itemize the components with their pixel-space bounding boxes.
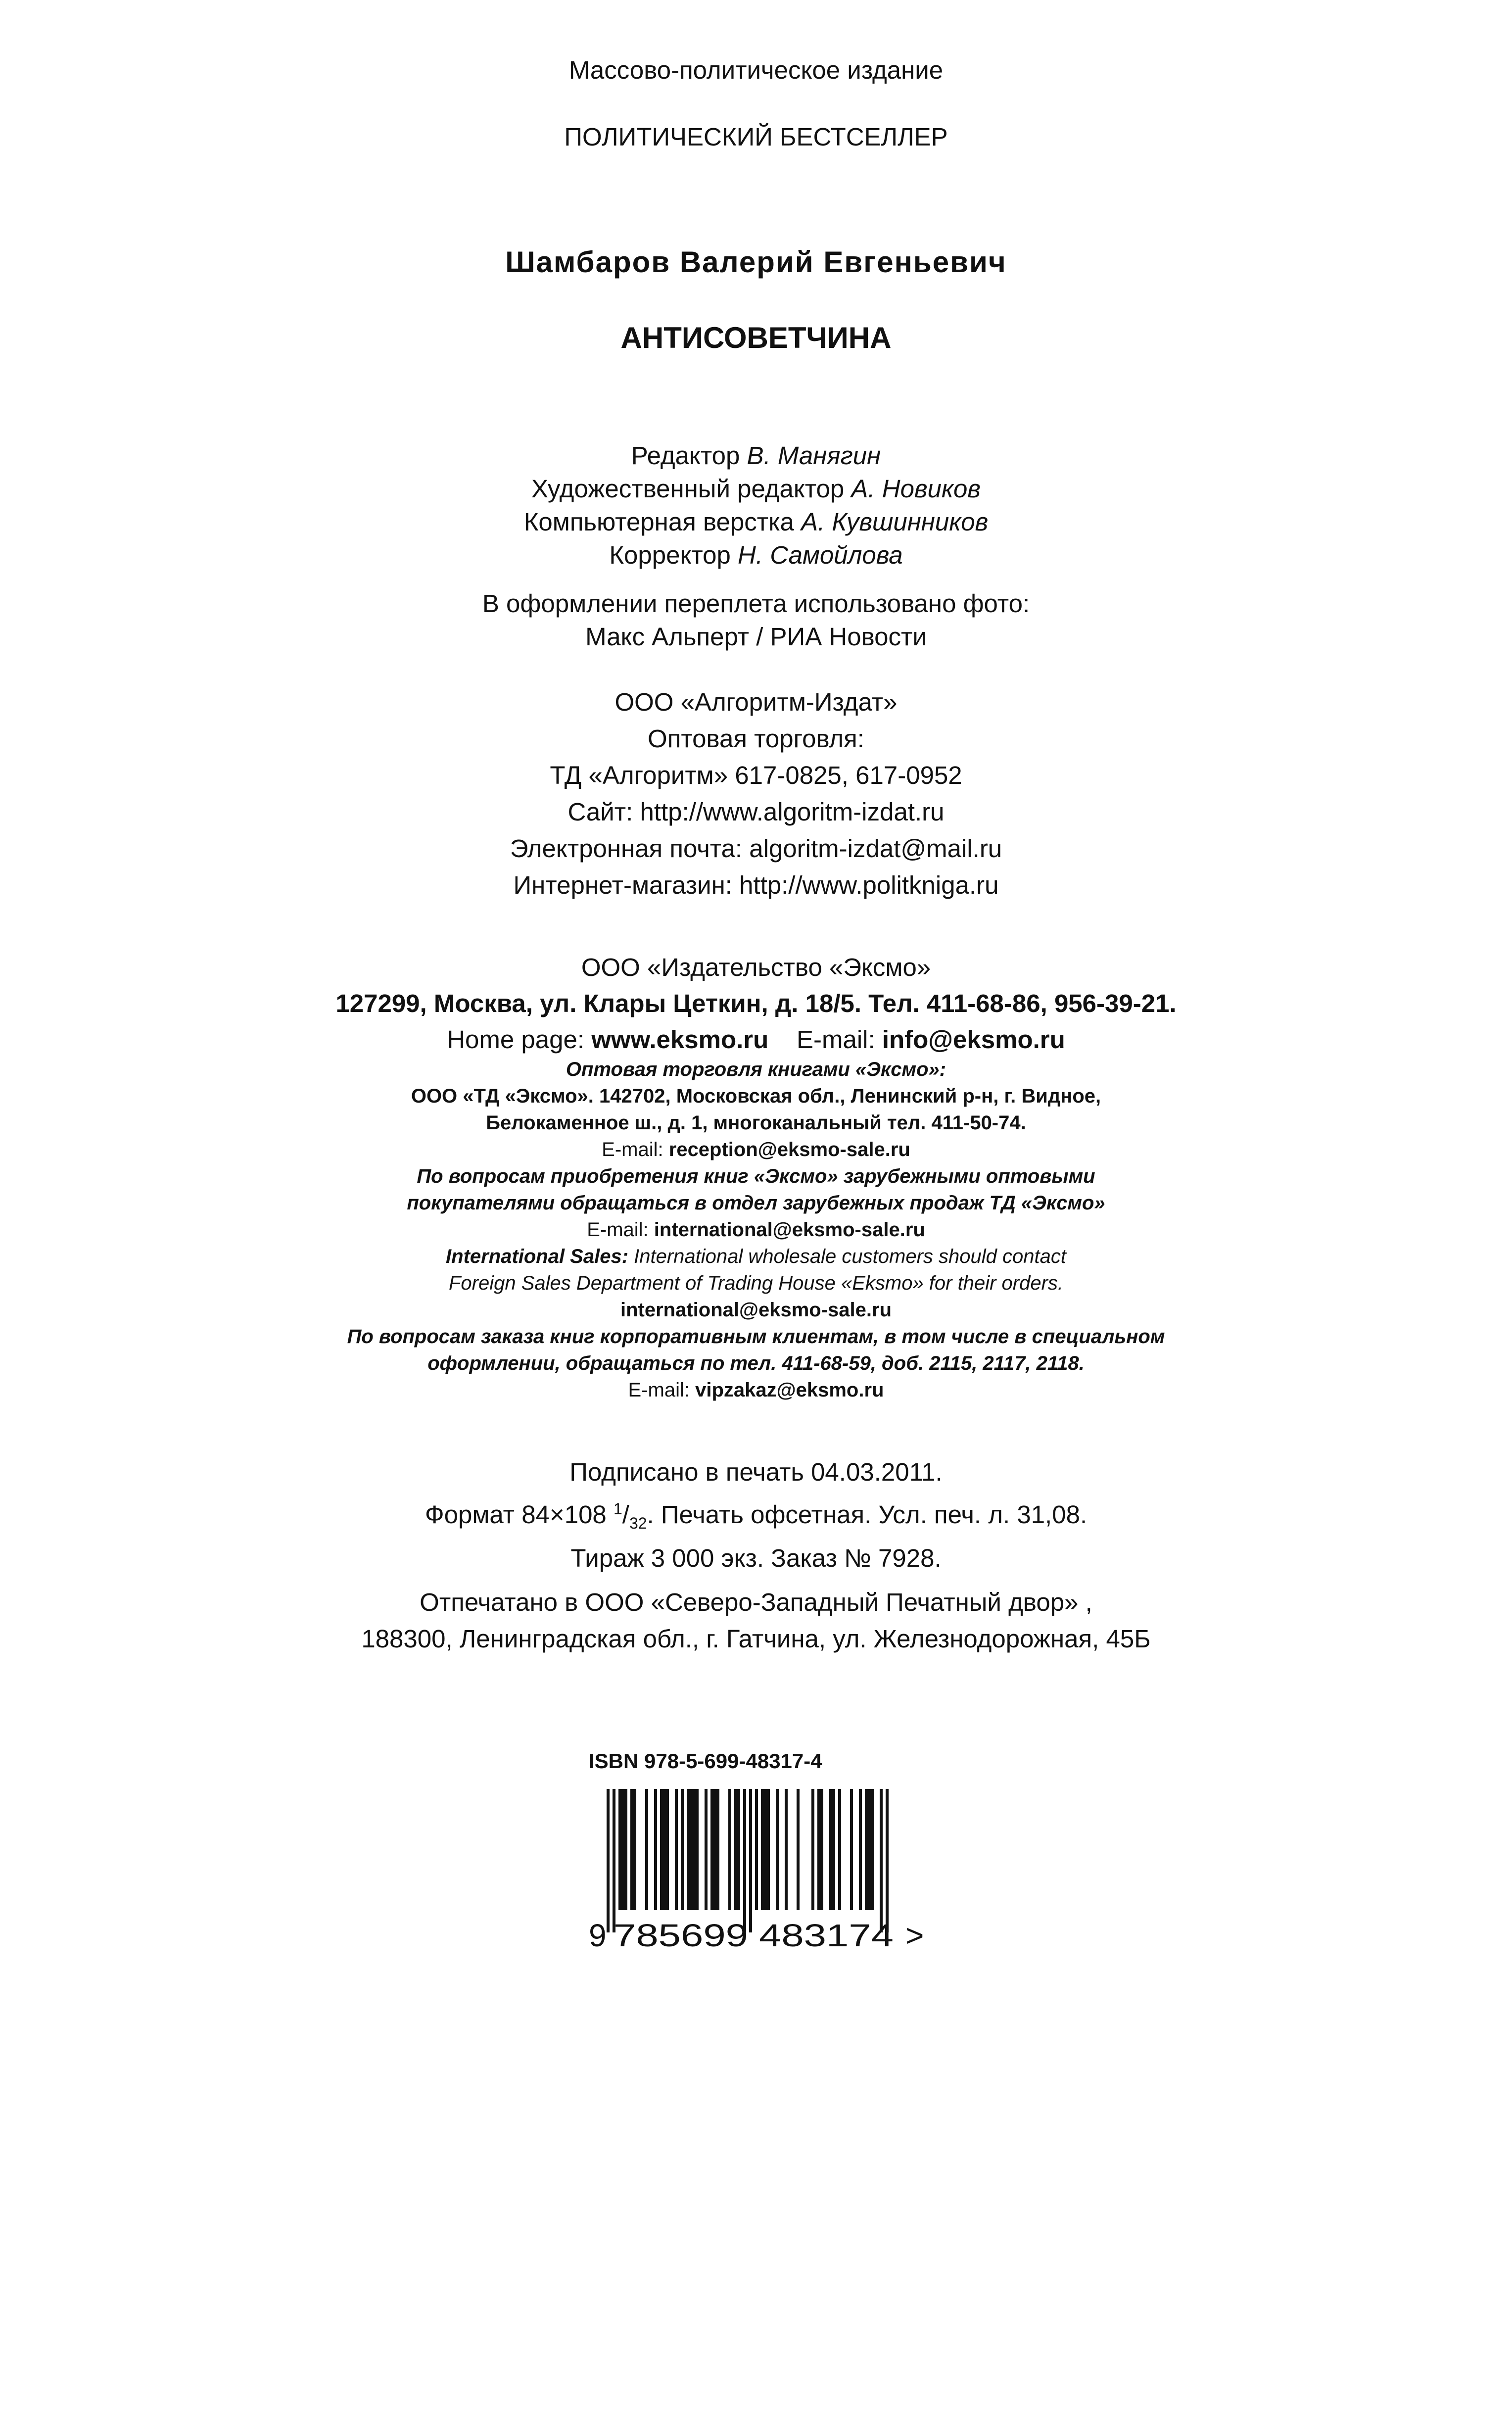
credits-block [0, 439, 1512, 572]
credit-proofreader [0, 538, 1512, 572]
foreign-line1: По вопросам приобретения книг «Эксмо» зарубежными оптовыми [417, 1165, 1095, 1187]
barcode-group-2: 483174 [759, 1918, 894, 1952]
cover-note-line2: Макс Альперт / РИА Новости [585, 623, 927, 651]
barcode-bar [865, 1789, 868, 1910]
format-suffix: . Печать офсетная. Усл. печ. л. 31,08. [647, 1500, 1087, 1529]
publisher-wholesale: Оптовая торговля: [648, 724, 864, 753]
barcode-bar [666, 1789, 669, 1910]
barcode-bar [868, 1789, 871, 1910]
barcode-bar [693, 1789, 696, 1910]
email-value: info@eksmo.ru [882, 1025, 1065, 1054]
printer-line2: 188300, Ленинградская обл., г. Гатчина, ул. Железнодорожная, 45Б [361, 1625, 1151, 1653]
barcode-bar [737, 1789, 740, 1910]
format-prefix: Формат 84×108 [425, 1500, 614, 1529]
intl-line1 [0, 1243, 1512, 1270]
barcode-bar [687, 1789, 690, 1910]
barcode-bar [829, 1789, 832, 1910]
barcode-bar [838, 1789, 841, 1910]
barcode-bar [871, 1789, 874, 1910]
isbn-barcode [589, 1749, 945, 1967]
barcode-bar [645, 1789, 648, 1910]
barcode-bar [880, 1789, 883, 1932]
barcode-bar [761, 1789, 764, 1910]
barcode-bar [749, 1789, 752, 1932]
barcode-bar [607, 1789, 610, 1932]
barcode-bar [681, 1789, 684, 1910]
subseries-line [0, 120, 1512, 154]
format-denominator: 32 [629, 1514, 647, 1533]
printer-block [0, 1584, 1512, 1657]
barcode-bar [728, 1789, 731, 1910]
corp-line1: По вопросам заказа книг корпоративным клиентам, в том числе в специальном [347, 1326, 1165, 1348]
signed-line: Подписано в печать 04.03.2011. [569, 1458, 943, 1486]
credit-name: А. Кувшинников [801, 508, 989, 536]
barcode-bar [613, 1789, 615, 1932]
barcode-bar [713, 1789, 716, 1910]
barcode-first-digit: 9 [589, 1918, 607, 1952]
wholesale-email-label: E-mail: [602, 1139, 663, 1160]
barcode-bar [633, 1789, 636, 1910]
barcode-bar [764, 1789, 767, 1910]
barcode-bar [705, 1789, 708, 1910]
barcode-bar [850, 1789, 853, 1910]
book-author: Шамбаров Валерий Евгеньевич [505, 245, 1007, 279]
intl-text: International wholesale customers should contact [628, 1246, 1066, 1267]
barcode-bar [811, 1789, 814, 1910]
title-line [0, 321, 1512, 355]
barcode-bar [660, 1789, 663, 1910]
book-title: АНТИСОВЕТЧИНА [620, 321, 892, 354]
publisher-block [0, 684, 1512, 904]
format-numerator: 1 [613, 1500, 622, 1518]
corp-email: vipzakaz@eksmo.ru [695, 1379, 884, 1401]
barcode-quiet-zone-mark: > [905, 1918, 924, 1952]
barcode-bar [663, 1789, 666, 1910]
barcode-bar [690, 1789, 693, 1910]
barcode-bar [630, 1789, 633, 1910]
email-label: E-mail: [796, 1025, 875, 1054]
publisher-td: ТД «Алгоритм» 617-0825, 617-0952 [550, 761, 962, 789]
corp-email-line [0, 1377, 1512, 1403]
intl-line2: Foreign Sales Department of Trading House «Eksmo» for their orders. [448, 1272, 1064, 1294]
barcode-bar [675, 1789, 678, 1910]
barcode-bar [710, 1789, 713, 1910]
barcode-bar [624, 1789, 627, 1910]
home-page-label: Home page: [447, 1025, 585, 1054]
barcode-bar [886, 1789, 889, 1932]
eksmo-block [0, 949, 1512, 1058]
eksmo-details-block [0, 1056, 1512, 1403]
barcode-bar [716, 1789, 719, 1910]
publisher-site: Сайт: http://www.algoritm-izdat.ru [567, 798, 945, 826]
cover-note-block [0, 587, 1512, 653]
publisher-email: Электронная почта: algoritm-izdat@mail.ru [510, 834, 1002, 863]
barcode-graphic [589, 1789, 945, 1952]
wholesale-line1: ООО «ТД «Эксмо». 142702, Московская обл., Ленинский р-н, г. Видное, [411, 1085, 1101, 1107]
author-line [0, 245, 1512, 279]
barcode-bar [767, 1789, 770, 1910]
foreign-email-label: E-mail: [587, 1219, 649, 1241]
credit-role: Редактор [631, 441, 740, 470]
credit-name: В. Манягин [747, 441, 881, 470]
intl-label: International Sales: [446, 1246, 629, 1267]
credit-role: Компьютерная верстка [523, 508, 794, 536]
printer-line1: Отпечатано в ООО «Северо-Западный Печатный двор» , [420, 1588, 1092, 1616]
barcode-group-1: 785699 [614, 1918, 748, 1952]
isbn-label: ISBN 978-5-699-48317-4 [589, 1749, 822, 1773]
wholesale-email-line [0, 1136, 1512, 1163]
barcode-bar [797, 1789, 800, 1910]
home-page-url: www.eksmo.ru [591, 1025, 769, 1054]
foreign-line2: покупателями обращаться в отдел зарубежных продаж ТД «Эксмо» [407, 1192, 1105, 1214]
wholesale-line2: Белокаменное ш., д. 1, многоканальный тел. 411-50-74. [486, 1112, 1026, 1134]
subseries-text: ПОЛИТИЧЕСКИЙ БЕСТСЕЛЛЕР [564, 123, 948, 151]
barcode-bar [654, 1789, 657, 1910]
run-line: Тираж 3 000 экз. Заказ № 7928. [570, 1544, 942, 1572]
barcode-bar [820, 1789, 823, 1910]
corp-line2: оформлении, обращаться по тел. 411-68-59, доб. 2115, 2117, 2118. [427, 1352, 1085, 1374]
barcode-bar [734, 1789, 737, 1910]
cover-note-line1: В оформлении переплета использовано фото: [482, 589, 1030, 618]
credit-layout [0, 505, 1512, 538]
credit-editor [0, 439, 1512, 472]
foreign-email: international@eksmo-sale.ru [654, 1219, 925, 1241]
barcode-bar [859, 1789, 862, 1910]
barcode-bar [743, 1789, 746, 1932]
run-block [0, 1540, 1512, 1577]
credit-name: Н. Самойлова [738, 541, 903, 569]
corp-email-label: E-mail: [628, 1379, 690, 1401]
intl-email: international@eksmo-sale.ru [620, 1299, 892, 1321]
publisher-shop: Интернет-магазин: http://www.politkniga.ru [513, 871, 999, 899]
eksmo-address: 127299, Москва, ул. Клары Цеткин, д. 18/5. Тел. 411-68-86, 956-39-21. [335, 989, 1177, 1017]
eksmo-name: ООО «Издательство «Эксмо» [581, 953, 931, 981]
foreign-email-line [0, 1216, 1512, 1243]
wholesale-email: reception@eksmo-sale.ru [668, 1139, 910, 1160]
barcode-bar [755, 1789, 758, 1910]
publisher-name: ООО «Алгоритм-Издат» [614, 688, 898, 716]
print-info-block [0, 1454, 1512, 1542]
barcode-bar [621, 1789, 624, 1910]
credit-art-editor [0, 472, 1512, 505]
barcode-bar [817, 1789, 820, 1910]
wholesale-heading: Оптовая торговля книгами «Эксмо»: [566, 1059, 946, 1080]
credit-name: А. Новиков [851, 475, 981, 503]
series-line [0, 53, 1512, 87]
barcode-bar [776, 1789, 779, 1910]
credit-role: Художественный редактор [531, 475, 845, 503]
eksmo-contacts [0, 1021, 1512, 1058]
credit-role: Корректор [609, 541, 731, 569]
series-text: Массово-политическое издание [568, 56, 944, 84]
barcode-bar [785, 1789, 788, 1910]
format-line: Формат 84×108 $^1/_{32}$. Печать офсетная. Усл. печ. л. 31,08. [425, 1500, 1087, 1533]
barcode-bar [618, 1789, 621, 1910]
barcode-bar [832, 1789, 835, 1910]
barcode-bar [696, 1789, 699, 1910]
